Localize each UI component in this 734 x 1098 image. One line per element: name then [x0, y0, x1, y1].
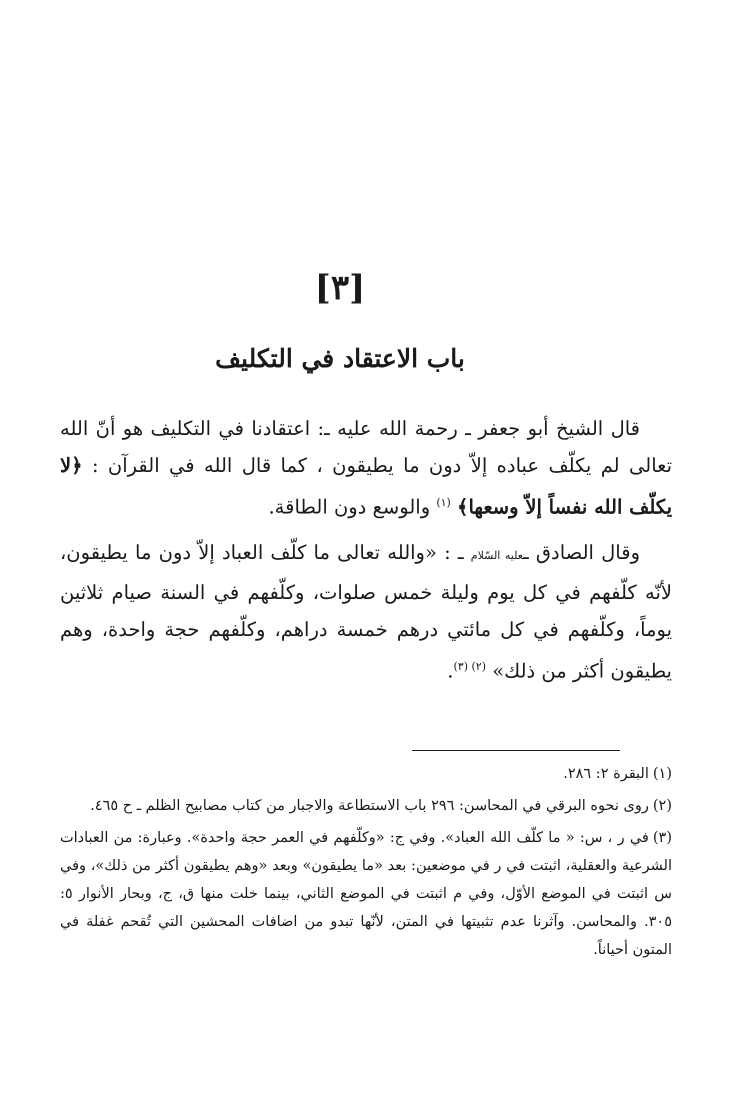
footnote-2 — [60, 792, 672, 820]
chapter-title: باب الاعتقاد في التكليف — [215, 344, 465, 373]
footnote-text: البقرة ٢: ٢٨٦. — [563, 766, 649, 782]
footnote-text: روى نحوه البرقي في المحاسن: ٢٩٦ باب الاستطاعة والاجبار من كتاب مصابيح الظلم ـ ح ٤٦٥. — [90, 798, 649, 814]
footnote-divider — [412, 750, 620, 751]
footnote-number: (٣) — [652, 830, 672, 846]
paragraph-1 — [60, 410, 672, 526]
footnote-text: في ر ، س: « ما كلّف الله العباد». وفي ج: «وكلّفهم في العمر حجة واحدة». وعبارة: من العبادات الشرعية والعقلية، اثبتت في ر في موضعين: بعد «ما يطيقون» وبعد «وهم يطيقون أكثر من ذلك»، وفي س اثبتت في الموضع الأوّل، وفي م اثبتت في الموضع الثاني، بينما خلت منها ق، ج، وبحار الأنوار ٥: ٣٠٥. والمحاسن. وآثرنا عدم تثبيتها في المتن، لأنّها تبدو من اضافات المحشين التي تُقحم غفلة في المتون أحياناً. — [60, 830, 672, 958]
paragraph-2-text: ـ : «والله تعالى ما كلّف العباد إلاّ دون ما يطيقون، لأنّه كلّفهم في كل يوم وليلة خمس صلوات، وكلّفهم في السنة صيام ثلاثين يوماً، وكلّفهم في كل مائتي درهم خمسة دراهم، وكلّفهم حجة واحدة، وهم يطيقون أكثر من ذلك» — [60, 540, 672, 682]
paragraph-1-text: قال الشيخ أبو جعفر ـ رحمة الله عليه ـ: اعتقادنا في التكليف هو أنّ الله تعالى لم يكلّف عباده إلاّ دون ما يطيقون ، كما قال الله في القرآن : — [60, 417, 672, 477]
chapter-number: [٣] — [314, 268, 366, 308]
footnote-number: (٢) — [652, 798, 672, 814]
paragraph-2 — [60, 534, 672, 690]
footnote-ref-1: (١) — [436, 496, 451, 509]
footnote-1 — [60, 760, 672, 788]
paragraph-1-end: والوسع دون الطاقة. — [268, 495, 437, 519]
paragraph-2-end: . — [447, 659, 454, 682]
footnotes — [60, 760, 672, 968]
paragraph-2-intro: وقال الصادق ـ — [523, 540, 640, 564]
quran-verse: ﴿لا يكلّف الله نفساً إلاّ وسعها﴾ — [60, 454, 672, 519]
footnote-number: (١) — [652, 766, 672, 782]
footnote-ref-2-3: (٢) (٣) — [453, 659, 486, 673]
main-text — [60, 410, 672, 689]
footnote-3 — [60, 824, 672, 964]
honorific: عليه السّلام — [470, 548, 524, 562]
